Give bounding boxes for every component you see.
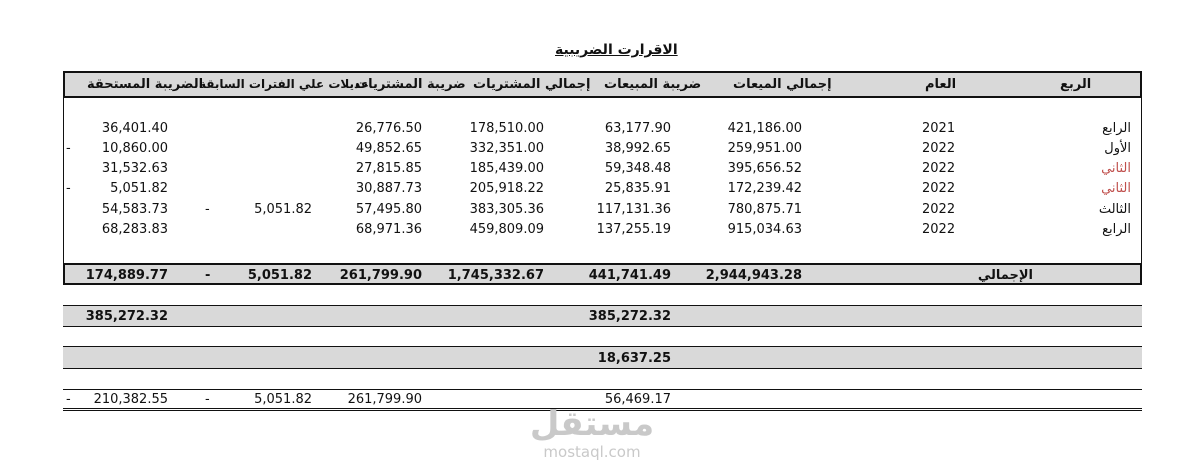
cell-sales-tax: 117,131.36: [596, 202, 671, 217]
summary3-edge-dash: -: [66, 392, 71, 407]
header-adjustments: عديلات علي الفترات السابقة: [199, 77, 370, 91]
header-year: العام: [925, 77, 957, 92]
cell-quarter: الثاني: [1101, 181, 1131, 196]
cell-sales-tax: 137,255.19: [596, 222, 671, 237]
cell-total-purchases: 185,439.00: [469, 161, 544, 176]
header-total-sales: إجمالي الميعات: [733, 77, 832, 92]
totals-sales-tax: 441,741.49: [588, 268, 671, 283]
cell-total-purchases: 178,510.00: [469, 121, 544, 136]
watermark-arabic: مستقل: [529, 404, 655, 444]
cell-tax-due: 31,532.63: [101, 161, 168, 176]
header-sales-tax: ضريبة المبيعات: [604, 77, 702, 92]
cell-total-sales: 421,186.00: [727, 121, 802, 136]
header-tax-due: الضريبة المستحقة: [87, 77, 204, 92]
cell-total-sales: 780,875.71: [727, 202, 802, 217]
cell-quarter: الثاني: [1101, 161, 1131, 176]
cell-tax-due: 54,583.73: [101, 202, 168, 217]
cell-adj-dash: -: [205, 202, 210, 217]
cell-total-sales: 915,034.63: [727, 222, 802, 237]
cell-total-purchases: 459,809.09: [469, 222, 544, 237]
summary3-purchase-tax: 261,799.90: [347, 392, 422, 407]
cell-tax-due: 68,283.83: [101, 222, 168, 237]
cell-year: 2022: [922, 161, 956, 176]
cell-sales-tax: 63,177.90: [604, 121, 671, 136]
header-quarter: الربع: [1060, 77, 1092, 92]
totals-total-sales: 2,944,943.28: [705, 268, 802, 283]
cell-quarter: الرابع: [1102, 222, 1131, 237]
cell-total-purchases: 205,918.22: [469, 181, 544, 196]
cell-total-purchases: 383,305.36: [469, 202, 544, 217]
cell-purchase-tax: 26,776.50: [355, 121, 422, 136]
totals-label: الإجمالي: [977, 268, 1033, 283]
cell-sales-tax: 25,835.91: [604, 181, 671, 196]
cell-edge-dash: -: [66, 181, 71, 196]
cell-quarter: الثالث: [1098, 202, 1131, 217]
summary3-tax-due: 210,382.55: [93, 392, 168, 407]
totals-adj-dash: -: [205, 268, 211, 283]
mostaql-watermark-logo: [522, 404, 662, 460]
cell-total-sales: 395,656.52: [727, 161, 802, 176]
cell-adjustments: 5,051.82: [254, 202, 312, 217]
cell-sales-tax: 59,348.48: [604, 161, 671, 176]
header-purchase-tax: ضريبة المشتريات: [355, 77, 466, 92]
totals-tax-due: 174,889.77: [85, 268, 168, 283]
page-title: الاقرارت الضريبية: [555, 42, 678, 58]
summary-line-top: [63, 389, 1142, 390]
watermark-latin: mostaql.com: [543, 443, 641, 461]
cell-purchase-tax: 30,887.73: [355, 181, 422, 196]
cell-total-sales: 172,239.42: [727, 181, 802, 196]
summary1-sales-tax: 385,272.32: [588, 309, 671, 324]
cell-year: 2022: [922, 222, 956, 237]
cell-purchase-tax: 49,852.65: [355, 141, 422, 156]
cell-purchase-tax: 68,971.36: [355, 222, 422, 237]
cell-purchase-tax: 57,495.80: [355, 202, 422, 217]
table-body: [63, 97, 1142, 264]
cell-year: 2022: [922, 181, 956, 196]
totals-total-purchases: 1,745,332.67: [447, 268, 544, 283]
cell-tax-due: 5,051.82: [110, 181, 168, 196]
totals-adjustments: 5,051.82: [247, 268, 312, 283]
summary2-sales-tax: 18,637.25: [597, 351, 671, 366]
summary3-sales-tax: 56,469.17: [604, 392, 671, 407]
cell-purchase-tax: 27,815.85: [355, 161, 422, 176]
cell-quarter: الأول: [1104, 141, 1131, 156]
summary3-adj-dash: -: [205, 392, 210, 407]
cell-year: 2022: [922, 202, 956, 217]
cell-year: 2021: [922, 121, 956, 136]
header-total-purchases: إجمالي المشتريات: [473, 77, 591, 92]
cell-total-purchases: 332,351.00: [469, 141, 544, 156]
cell-sales-tax: 38,992.65: [604, 141, 671, 156]
cell-tax-due: 36,401.40: [101, 121, 168, 136]
cell-year: 2022: [922, 141, 956, 156]
cell-total-sales: 259,951.00: [727, 141, 802, 156]
summary1-tax-due: 385,272.32: [85, 309, 168, 324]
cell-edge-dash: -: [66, 141, 71, 156]
totals-purchase-tax: 261,799.90: [339, 268, 422, 283]
summary3-adjustments: 5,051.82: [254, 392, 312, 407]
cell-quarter: الرابع: [1102, 121, 1131, 136]
cell-tax-due: 10,860.00: [101, 141, 168, 156]
